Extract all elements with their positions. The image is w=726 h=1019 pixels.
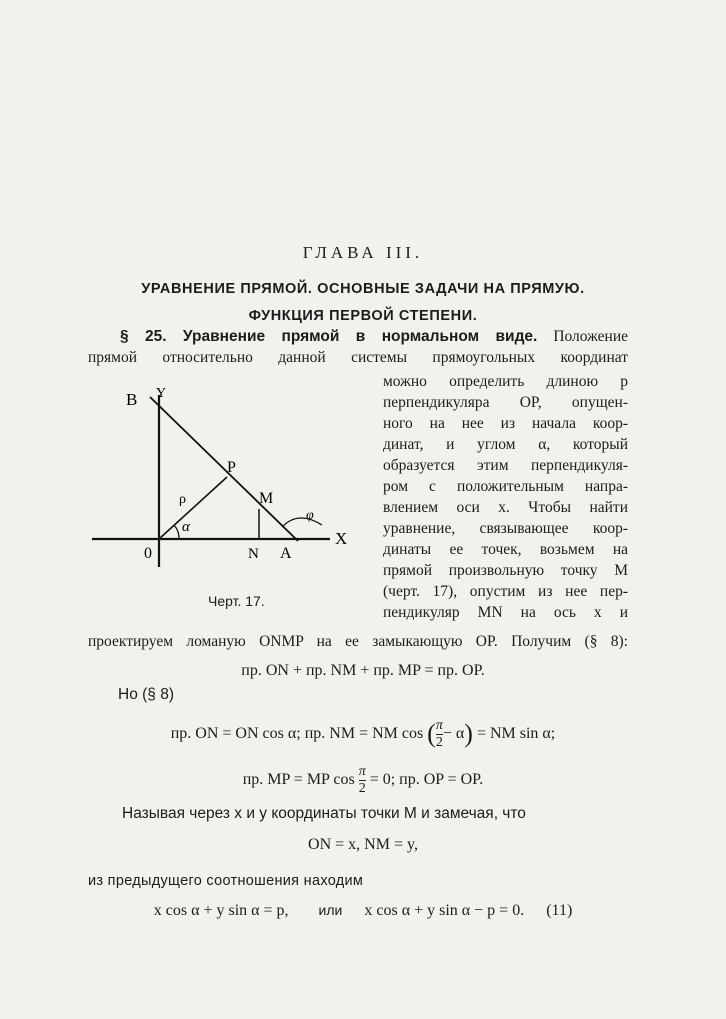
fraction — [436, 718, 443, 751]
side-line: можно определить длиною p — [383, 373, 628, 390]
side-line: пендикуляр MN на ось x и — [383, 604, 628, 621]
side-line: влением оси x. Чтобы найти — [383, 499, 628, 516]
chapter-heading-line2: ФУНКЦИЯ ПЕРВОЙ СТЕПЕНИ. — [248, 308, 478, 324]
label-rho: ρ — [179, 492, 186, 507]
fraction-num: π — [435, 718, 443, 733]
side-line: образуется этим перпендикуля- — [383, 457, 628, 474]
chapter-title: ГЛАВА III. — [302, 243, 424, 262]
alpha-arc — [174, 525, 179, 539]
fraction-den: 2 — [358, 781, 366, 796]
section-title: § 25. Уравнение прямой в нормальном виде. — [120, 328, 538, 345]
izpr-line: из предыдущего соотношения находим — [88, 873, 364, 889]
label-Y: Y — [156, 386, 167, 401]
projection-line: проектируем ломаную ONMP на ее замыкающую OP. Получим (§ 8): — [88, 633, 628, 650]
figure-17 — [90, 385, 360, 570]
formula-4: ON = x, NM = y, — [308, 836, 418, 853]
perpendicular-op — [159, 477, 227, 539]
side-line: прямой произвольную точку M — [383, 562, 628, 579]
label-alpha: α — [182, 519, 190, 535]
label-phi: φ — [306, 508, 314, 523]
side-line: ром с положительным напра- — [383, 478, 628, 495]
paren-close: ) — [464, 719, 473, 749]
figure-caption: Черт. 17. — [208, 593, 265, 609]
no-line: Но (§ 8) — [118, 686, 174, 703]
label-O: 0 — [144, 545, 152, 562]
side-line: динаты ее точек, возьмем на — [383, 541, 628, 558]
fraction-num: π — [358, 764, 366, 779]
side-line: уравнение, связывающее коор- — [383, 520, 628, 537]
formula-3 — [0, 764, 726, 797]
line-ba — [150, 397, 298, 541]
formula-5-part-b: x cos α + y sin α − p = 0. — [364, 902, 525, 919]
formula-2-part-c: = NM sin α; — [476, 725, 556, 743]
label-P: P — [227, 459, 236, 476]
label-X: X — [335, 529, 348, 548]
side-line: перпендикуляра OP, опущен- — [383, 394, 628, 411]
label-M: M — [259, 490, 274, 507]
chapter-heading-line1: УРАВНЕНИЕ ПРЯМОЙ. ОСНОВНЫЕ ЗАДАЧИ НА ПРЯМУЮ. — [141, 281, 585, 297]
formula-2-part-b: − α — [442, 725, 465, 743]
formula-3-part-b: = 0; пр. OP = OP. — [369, 771, 484, 789]
label-N: N — [248, 546, 259, 562]
formula-2-part-a: пр. ON = ON cos α; пр. NM = NM cos — [170, 725, 424, 743]
formula-2 — [0, 718, 726, 751]
formula-5-part-a: x cos α + y sin α = p, — [153, 902, 289, 919]
naz-line: Называя через x и y координаты точки M и замечая, что — [122, 805, 526, 822]
side-line: ного на нее из начала коор- — [383, 415, 628, 432]
formula-3-part-a: пр. MP = MP cos — [242, 771, 355, 789]
formula-5 — [0, 902, 726, 920]
phi-arc — [282, 518, 322, 527]
paragraph-line-1-rest: Положение — [553, 328, 629, 345]
paragraph-intro — [88, 328, 628, 370]
side-line: динат, и углом α, который — [383, 436, 628, 453]
fraction-den: 2 — [435, 735, 443, 750]
paragraph-line-2: прямой относительно данной системы прямоугольных координат — [88, 349, 628, 366]
fraction — [359, 764, 366, 797]
label-A: A — [280, 545, 292, 562]
equation-number: (11) — [546, 902, 573, 919]
paren-open: ( — [427, 719, 436, 749]
side-line: (черт. 17), опустим из нее пер- — [383, 583, 628, 600]
label-B: B — [126, 390, 138, 409]
paragraph-line-1 — [88, 328, 628, 349]
side-text — [383, 373, 628, 625]
formula-5-or: или — [318, 902, 343, 918]
formula-1: пр. ON + пр. NM + пр. MP = пр. OP. — [241, 662, 485, 679]
